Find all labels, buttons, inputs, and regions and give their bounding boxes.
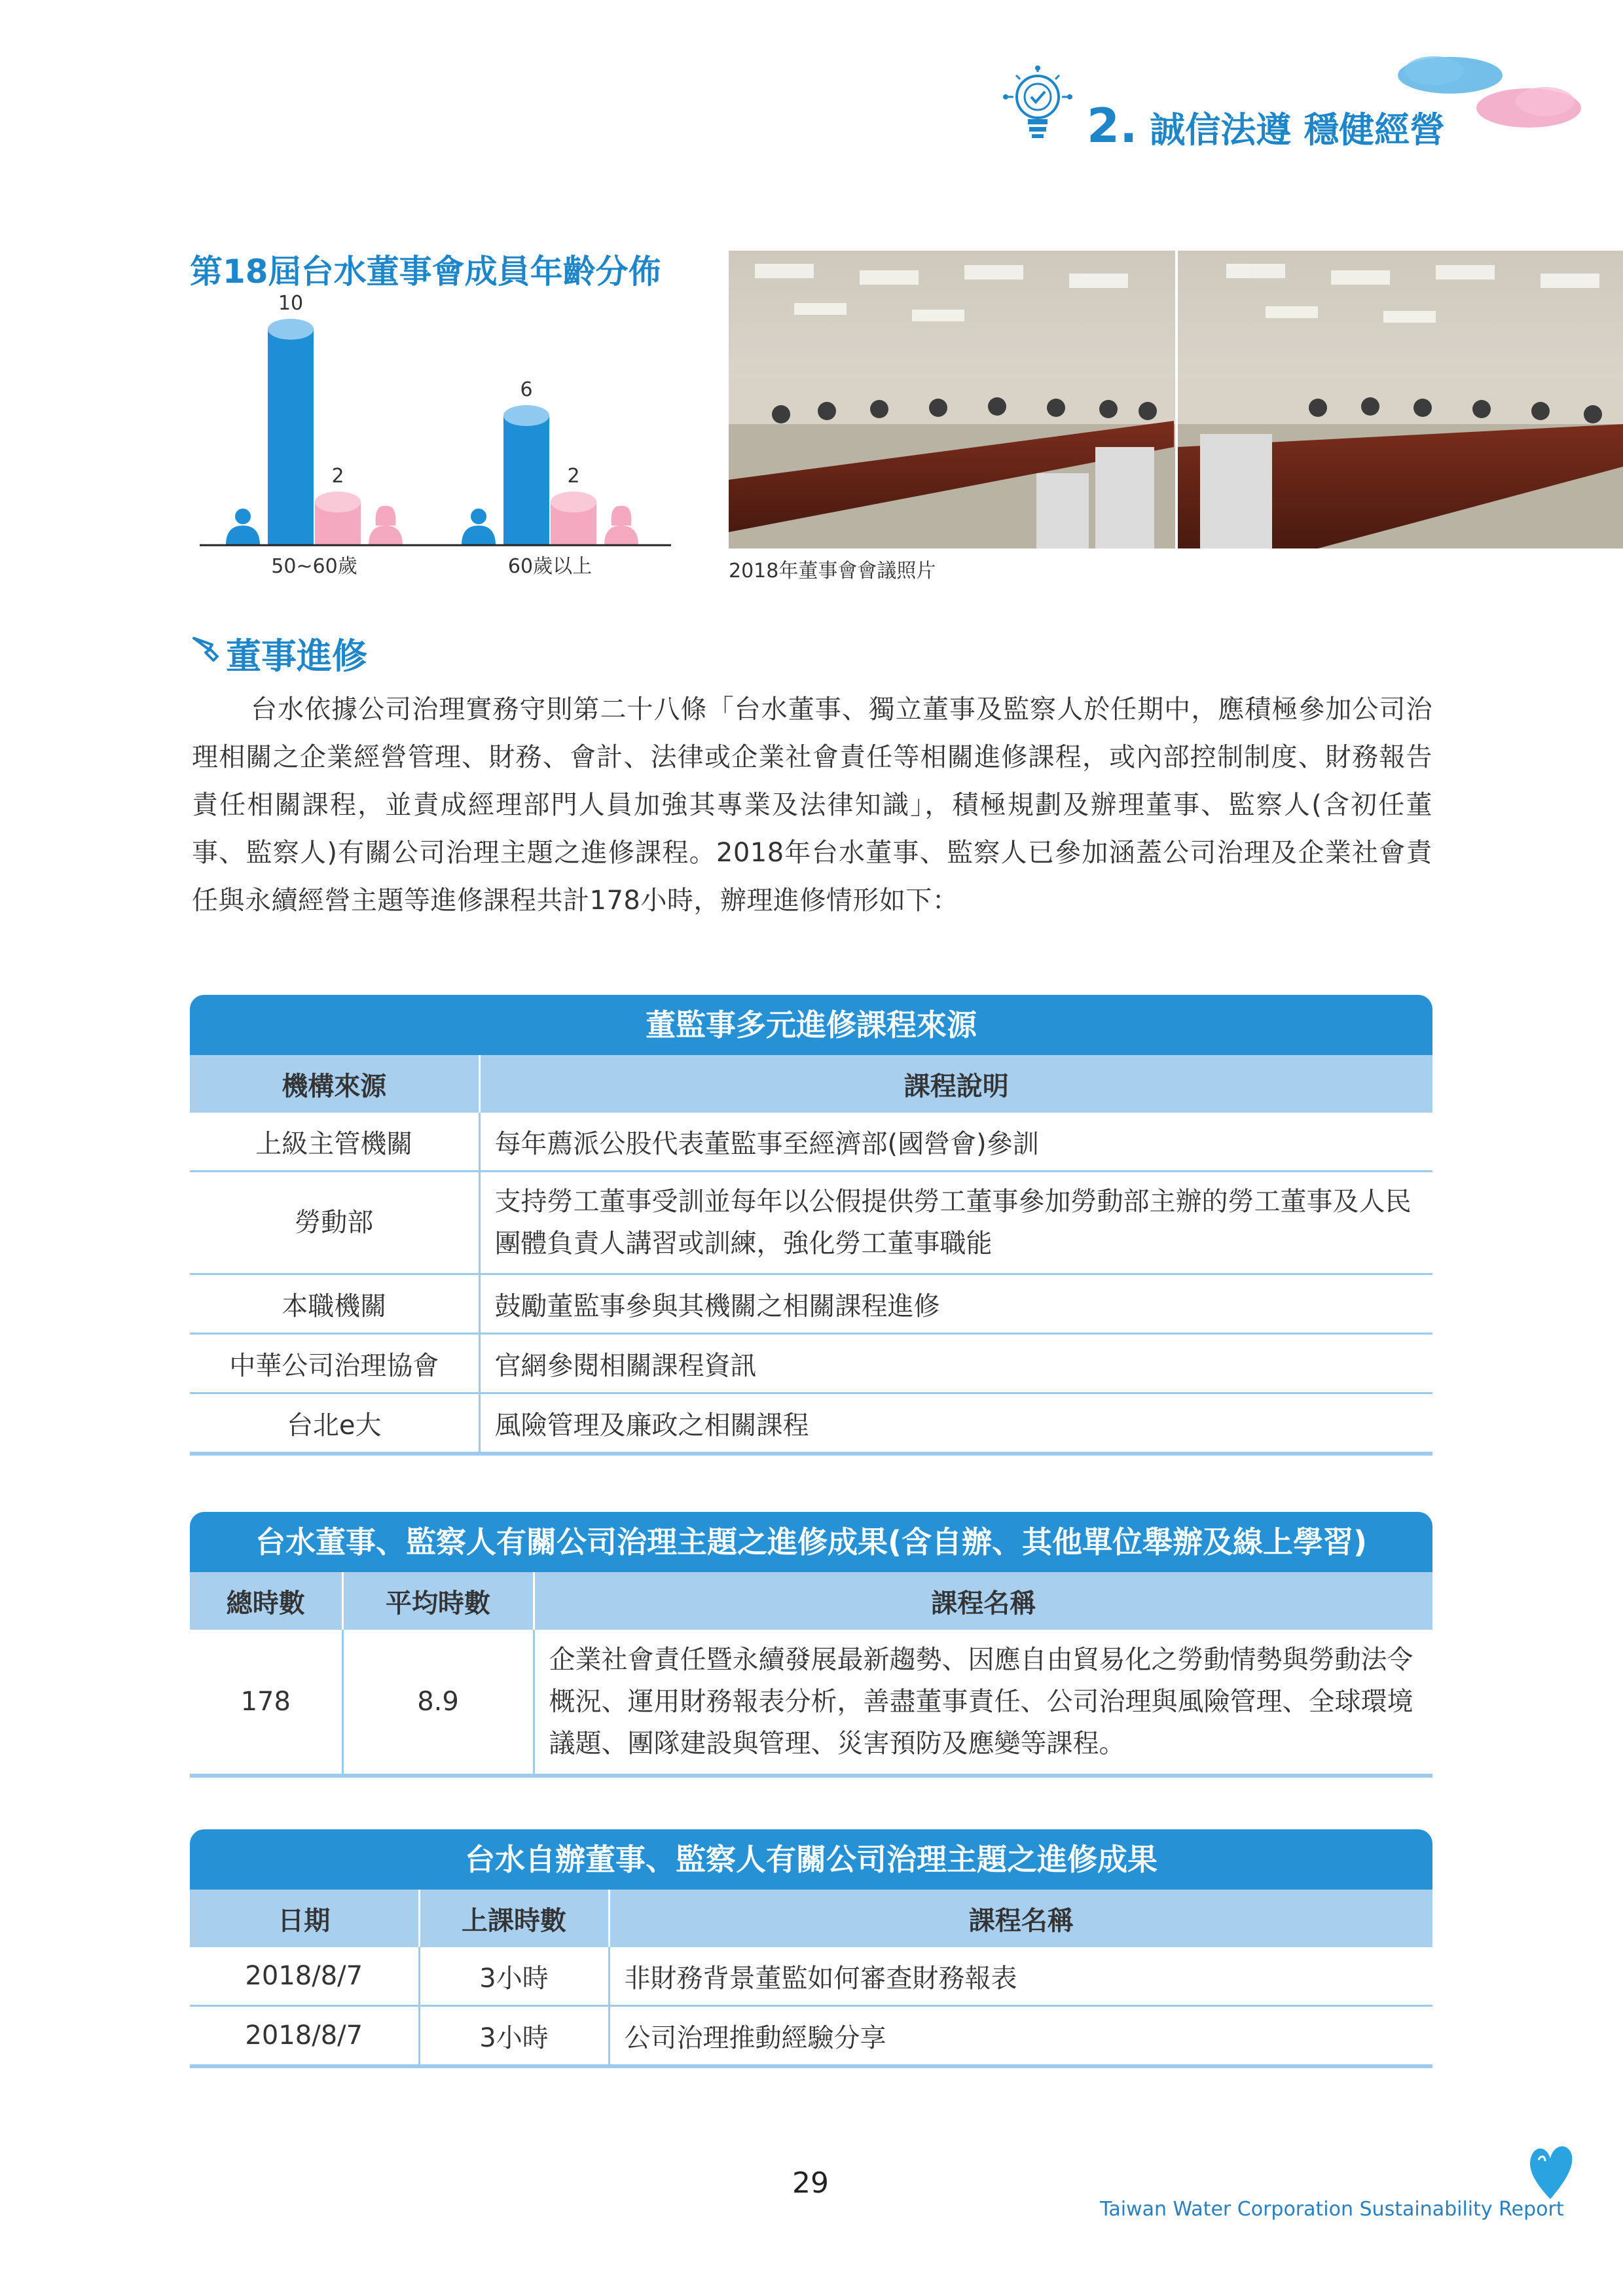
column-header: 課程名稱: [609, 1890, 1432, 1947]
male-person-icon: [226, 509, 260, 545]
table-title: 台水董事、監察人有關公司治理主題之進修成果(含自辦、其他單位舉辦及線上學習): [190, 1512, 1432, 1572]
table-cell: 勞動部: [190, 1172, 479, 1274]
table-row: [190, 1393, 1432, 1452]
table-cell: 每年薦派公股代表董監事至經濟部(國營會)參訓: [479, 1113, 1432, 1172]
table-cell: 官網參閱相關課程資訊: [479, 1334, 1432, 1393]
chart-bars: [268, 319, 596, 545]
table-bottom-rule: [190, 1774, 1432, 1778]
page-number: 29: [792, 2166, 829, 2200]
bar-cap: [503, 405, 549, 426]
table-title: 台水自辦董事、監察人有關公司治理主題之進修成果: [190, 1829, 1432, 1890]
table-bottom-rule: [190, 2064, 1432, 2068]
table-cell: 2018/8/7: [190, 2006, 419, 2065]
table-bottom-rule: [190, 1452, 1432, 1456]
table-cell: 3小時: [419, 1947, 609, 2006]
chart-title: 第18屆台水董事會成員年齡分佈: [190, 253, 661, 291]
table-cell: 2018/8/7: [245, 1961, 363, 1991]
table-cell: 8.9: [342, 1630, 534, 1774]
course-source-table: [190, 995, 1432, 1456]
data-label: 2: [567, 465, 580, 488]
section-number: 2.: [1087, 98, 1138, 153]
table-cell: 中華公司治理協會: [190, 1334, 479, 1393]
table-title: 董監事多元進修課程來源: [190, 995, 1432, 1055]
column-header: 機構來源: [190, 1055, 479, 1113]
heart-icon: [1525, 2140, 1575, 2202]
table-cell: 鼓勵董監事參與其機關之相關課程進修: [479, 1274, 1432, 1334]
column-header: 上課時數: [419, 1890, 609, 1947]
lightbulb-icon: [1002, 65, 1074, 144]
table-cell: 支持勞工董事受訓並每年以公假提供勞工董事參加勞動部主辦的勞工董事及人民團體負責人講習或訓練，強化勞工董事職能: [479, 1172, 1432, 1274]
x-tick-label: 50~60歲: [271, 555, 357, 578]
self-hosted-training-table: [190, 1829, 1432, 2068]
cloud-decoration: [1388, 46, 1584, 137]
report-name: Taiwan Water Corporation Sustainability Report: [1100, 2198, 1564, 2221]
table-row: [190, 1113, 1432, 1172]
table-row: [190, 1172, 1432, 1274]
table-row: [190, 1630, 1432, 1774]
bar-male-2: [503, 416, 549, 545]
table-row: [190, 2006, 1432, 2065]
bar-cap: [268, 319, 314, 340]
chart-x-tick-labels: [271, 555, 592, 578]
column-header: 總時數: [190, 1572, 342, 1630]
table-cell: 非財務背景董監如何審查財務報表: [609, 1947, 1432, 2006]
bar-male-1: [268, 329, 314, 545]
female-person-icon: [604, 506, 638, 545]
table-cell: 企業社會責任暨永續發展最新趨勢、因應自由貿易化之勞動情勢與勞動法令概況、運用財務報表分析，善盡董事責任、公司治理與風險管理、全球環境議題、團隊建設與管理、災害預防及應變等課程。: [534, 1630, 1432, 1774]
data-label: 2: [331, 465, 344, 488]
data-label: 6: [520, 378, 533, 401]
pointing-hand-icon: [190, 632, 224, 666]
table-cell: 公司治理推動經驗分享: [609, 2006, 1432, 2065]
photo-caption: 2018年董事會會議照片: [729, 560, 936, 583]
section-title: 誠信法遵 穩健經營: [1150, 109, 1446, 151]
x-tick-label: 60歲以上: [507, 555, 593, 578]
column-header: 平均時數: [342, 1572, 534, 1630]
table-cell: 上級主管機關: [255, 1128, 413, 1159]
table-cell: 3小時: [419, 2006, 609, 2065]
column-header: 課程說明: [479, 1055, 1432, 1113]
bar-cap: [551, 492, 596, 512]
table-row: [190, 1334, 1432, 1393]
table-cell: 178: [240, 1687, 291, 1717]
body-paragraph: 台水依據公司治理實務守則第二十八條「台水董事、獨立董事及監察人於任期中，應積極參加公司治理相關之企業經營管理、財務、會計、法律或企業社會責任等相關進修課程，或內部控制制度、財務報告責任相關課程，並責成經理部門人員加強其專業及法律知識」，積極規劃及辦理董事、監察人(含初任董事、監察人)有關公司治理主題之進修課程。2018年台水董事、監察人已參加涵蓋公司治理及企業社會責任與永續經營主題等進修課程共計178小時，辦理進修情形如下：: [192, 694, 1432, 916]
column-header: 課程名稱: [534, 1572, 1432, 1630]
table-cell: 台北e大: [190, 1393, 479, 1452]
male-person-icon: [462, 509, 496, 545]
table-cell: 風險管理及廉政之相關課程: [479, 1393, 1432, 1452]
table-row: [190, 1274, 1432, 1334]
training-results-table: [190, 1512, 1432, 1778]
data-label: 10: [278, 292, 304, 315]
table-row: [190, 1947, 1432, 2006]
board-meeting-photo: [729, 251, 1623, 548]
section-heading: 董事進修: [226, 636, 367, 677]
table-cell: 本職機關: [190, 1274, 479, 1334]
age-distribution-chart: [190, 288, 687, 589]
column-header: 日期: [190, 1890, 419, 1947]
female-person-icon: [369, 506, 403, 545]
bar-cap: [315, 492, 361, 512]
